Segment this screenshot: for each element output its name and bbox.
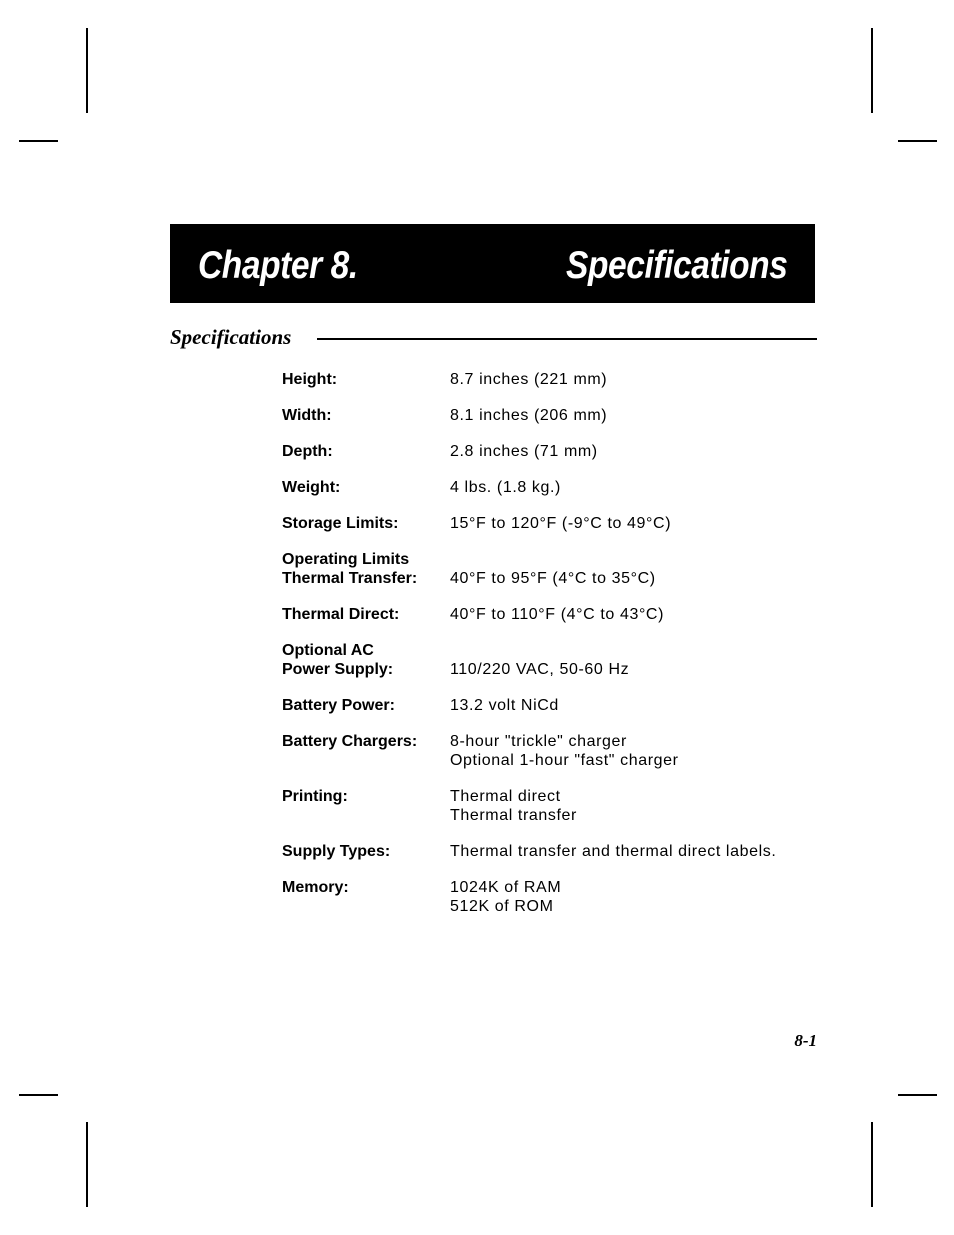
spec-row-battery-chargers — [282, 732, 822, 770]
spec-row-height — [282, 370, 822, 389]
spec-value-line: 13.2 volt NiCd — [450, 697, 559, 714]
spec-row-storage-limits — [282, 514, 822, 533]
crop-mark — [19, 1094, 58, 1096]
spec-label: Width: — [282, 407, 332, 424]
spec-label: Supply Types: — [282, 843, 391, 860]
spec-value — [450, 787, 822, 825]
spec-row-memory — [282, 878, 822, 916]
spec-row-depth — [282, 442, 822, 461]
spec-label: Memory: — [282, 879, 349, 896]
spec-value-line: Thermal transfer — [450, 807, 577, 824]
spec-value-line: Thermal transfer and thermal direct labels. — [450, 843, 777, 860]
spec-label — [282, 550, 450, 588]
spec-label: Depth: — [282, 443, 333, 460]
crop-mark — [871, 1122, 873, 1207]
spec-value-line: 512K of ROM — [450, 898, 554, 915]
spec-value-line: 8.7 inches (221 mm) — [450, 371, 608, 388]
section-rule — [317, 338, 817, 340]
spec-value — [450, 878, 822, 916]
spec-value-line: 40°F to 110°F (4°C to 43°C) — [450, 606, 665, 623]
spec-label: Storage Limits: — [282, 515, 399, 532]
spec-label: Battery Power: — [282, 697, 395, 714]
crop-mark — [898, 1094, 937, 1096]
spec-value — [450, 370, 822, 389]
spec-row-operating-limits — [282, 550, 822, 588]
spec-value — [450, 605, 822, 624]
spec-value-line: 1024K of RAM — [450, 879, 562, 896]
spec-label: Battery Chargers: — [282, 733, 418, 750]
spec-value-line: Thermal direct — [450, 788, 561, 805]
spec-value — [450, 550, 822, 588]
section-heading — [170, 322, 817, 352]
spec-row-supply-types — [282, 842, 822, 861]
page-number: 8-1 — [794, 1031, 817, 1050]
spec-label: Height: — [282, 371, 338, 388]
spec-value — [450, 732, 822, 770]
spec-row-width — [282, 406, 822, 425]
spec-row-battery-power — [282, 696, 822, 715]
chapter-header — [170, 224, 815, 303]
crop-mark — [898, 140, 937, 142]
spec-label: Weight: — [282, 479, 341, 496]
section-title: Specifications — [170, 325, 292, 349]
crop-mark — [86, 1122, 88, 1207]
spec-label — [282, 641, 450, 679]
spec-value-line: 8.1 inches (206 mm) — [450, 407, 608, 424]
spec-label-line: Optional AC — [282, 642, 374, 659]
spec-label-line: Power Supply: — [282, 661, 394, 678]
spec-value — [450, 406, 822, 425]
spec-row-power-supply — [282, 641, 822, 679]
crop-mark — [871, 28, 873, 113]
chapter-title: Specifications — [565, 244, 787, 287]
spec-value — [450, 696, 822, 715]
spec-label: Thermal Direct: — [282, 606, 400, 623]
spec-value-line: 2.8 inches (71 mm) — [450, 443, 598, 460]
spec-value-line: 4 lbs. (1.8 kg.) — [450, 479, 561, 496]
spec-value — [450, 641, 822, 679]
spec-row-weight — [282, 478, 822, 497]
spec-row-thermal-direct — [282, 605, 822, 624]
spec-value — [450, 478, 822, 497]
spec-value — [450, 442, 822, 461]
crop-mark — [86, 28, 88, 113]
spec-label-line: Operating Limits — [282, 551, 410, 568]
spec-label: Printing: — [282, 788, 348, 805]
spec-row-printing — [282, 787, 822, 825]
spec-value-line: 8-hour "trickle" charger — [450, 733, 627, 750]
chapter-number: Chapter 8. — [198, 244, 358, 287]
spec-value-line: 110/220 VAC, 50-60 Hz — [450, 661, 630, 678]
crop-mark — [19, 140, 58, 142]
spec-list — [282, 370, 822, 933]
spec-value — [450, 514, 822, 533]
spec-value-line: 40°F to 95°F (4°C to 35°C) — [450, 570, 656, 587]
spec-value — [450, 842, 822, 861]
spec-value-line: Optional 1-hour "fast" charger — [450, 752, 679, 769]
spec-label-line: Thermal Transfer: — [282, 570, 418, 587]
spec-value-line: 15°F to 120°F (-9°C to 49°C) — [450, 515, 672, 532]
